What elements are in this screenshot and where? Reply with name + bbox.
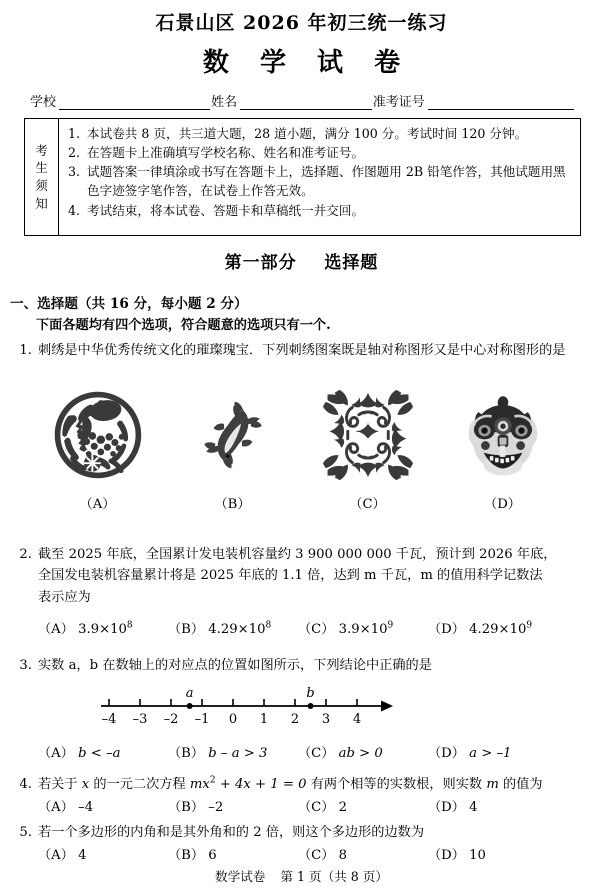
q4-part-before: 若关于 bbox=[38, 777, 82, 792]
embroidery-twin-fish-icon bbox=[189, 388, 277, 482]
notice-title-char-1: 考 bbox=[35, 142, 48, 158]
question-1-option-b-label: （B） bbox=[214, 497, 251, 512]
svg-text:0: 0 bbox=[228, 712, 238, 727]
question-2 bbox=[10, 544, 590, 608]
question-4-option-a-text: –4 bbox=[78, 800, 94, 815]
question-2-number: 2. bbox=[19, 547, 32, 562]
question-3-option-c-tag: （C） bbox=[298, 746, 335, 761]
question-3-number-line-figure bbox=[95, 686, 395, 728]
question-4-stem bbox=[38, 774, 590, 795]
page-title-district: 石景山区 2026 年初三统一练习 bbox=[155, 12, 448, 34]
embroidery-dragon-medallion-icon bbox=[51, 388, 145, 482]
notice-item-number: 4. bbox=[68, 202, 81, 218]
notice-item-text: 本试卷共 8 页，共三道大题，28 道小题，满分 100 分。考试时间 120 分钟。 bbox=[87, 126, 528, 141]
embroidery-floral-square-icon bbox=[322, 389, 414, 481]
question-5-option-c-text: 8 bbox=[338, 848, 348, 863]
question-3-option-c-text: ab > 0 bbox=[338, 746, 383, 761]
student-info-fields bbox=[30, 88, 575, 110]
question-1-option-a-label: （A） bbox=[79, 497, 116, 512]
question-5-option-a[interactable] bbox=[38, 844, 168, 863]
question-4-option-d[interactable] bbox=[428, 796, 558, 815]
question-3-option-c[interactable] bbox=[298, 742, 428, 761]
question-5-option-d-tag: （D） bbox=[428, 848, 465, 863]
question-5-option-d[interactable] bbox=[428, 844, 558, 863]
question-3-option-a[interactable] bbox=[38, 742, 168, 761]
question-4-option-c-text: 2 bbox=[338, 800, 348, 815]
section-note: 下面各题均有四个选项，符合题意的选项只有一个. bbox=[36, 318, 331, 333]
question-2-option-a-exponent: 8 bbox=[126, 620, 133, 631]
question-2-stem-line-2: 全国发电装机容量累计将是 2025 年底的 1.1 倍，达到 m 千瓦，m 的值用科学记数法 bbox=[38, 568, 543, 584]
question-5-option-b-text: 6 bbox=[208, 848, 217, 863]
question-4-option-b-tag: （B） bbox=[168, 800, 205, 815]
notice-item-text: 考试结束，将本试卷、答题卡和草稿纸一并交回。 bbox=[87, 202, 365, 218]
question-4-option-b-text: –2 bbox=[208, 800, 224, 815]
field-label-school: 学校 bbox=[30, 95, 57, 110]
notice-item-number: 3. bbox=[68, 164, 81, 180]
question-1-figure-row bbox=[30, 386, 570, 484]
svg-text:–2: –2 bbox=[163, 712, 179, 727]
q4-equation-rest: + 4x + 1 = 0 bbox=[215, 777, 311, 792]
question-2-option-c-exponent: 9 bbox=[387, 620, 394, 631]
notice-item-text: 在答题卡上准确填写学校名称、姓名和准考证号。 bbox=[87, 145, 365, 161]
question-3-number: 3. bbox=[19, 658, 32, 673]
svg-text:2: 2 bbox=[290, 712, 300, 727]
question-1 bbox=[10, 340, 590, 361]
footer-page-number: 第 1 页（共 8 页） bbox=[280, 869, 388, 884]
q4-variable-m: m bbox=[486, 777, 499, 792]
page-footer bbox=[0, 866, 603, 885]
number-line-point-b bbox=[308, 703, 314, 709]
question-2-option-d[interactable] bbox=[428, 618, 558, 637]
question-2-option-b-tag: （B） bbox=[168, 622, 205, 637]
question-2-option-a-tag: （A） bbox=[38, 622, 74, 637]
field-line-school[interactable] bbox=[59, 94, 210, 110]
embroidery-lion-head-icon bbox=[459, 388, 547, 482]
question-2-option-b[interactable] bbox=[168, 618, 298, 637]
candidate-notice-box bbox=[24, 118, 581, 236]
question-4-option-b[interactable] bbox=[168, 796, 298, 815]
field-label-name: 姓名 bbox=[211, 95, 238, 110]
question-5-number: 5. bbox=[19, 825, 32, 840]
question-5-option-b[interactable] bbox=[168, 844, 298, 863]
question-2-option-d-exponent: 9 bbox=[526, 620, 533, 631]
notice-item bbox=[68, 143, 572, 162]
question-4-option-d-text: 4 bbox=[469, 800, 478, 815]
question-5-option-d-text: 10 bbox=[469, 848, 486, 863]
field-line-name[interactable] bbox=[240, 94, 372, 110]
question-4-options bbox=[38, 796, 558, 815]
question-1-option-b-figure[interactable] bbox=[165, 386, 300, 484]
question-3-option-a-tag: （A） bbox=[38, 746, 74, 761]
question-4-number: 4. bbox=[19, 777, 32, 792]
question-1-option-a-figure[interactable] bbox=[30, 386, 165, 484]
notice-title-char-2: 生 bbox=[35, 160, 48, 176]
number-line-point-a bbox=[187, 703, 193, 709]
q4-equation-exponent: 2 bbox=[209, 775, 216, 786]
question-1-option-c-label: （C） bbox=[349, 497, 386, 512]
question-2-option-d-tag: （D） bbox=[428, 622, 465, 637]
notice-item-number: 2. bbox=[68, 145, 81, 161]
question-1-option-d-figure[interactable] bbox=[435, 386, 570, 484]
field-label-exam-id: 准考证号 bbox=[372, 95, 425, 110]
question-3-option-a-text: b < –a bbox=[78, 746, 121, 761]
page-title-subject: 数 学 试 卷 bbox=[202, 48, 412, 78]
q4-part-mid: 的一元二次方程 bbox=[89, 777, 190, 792]
notice-title-char-4: 知 bbox=[35, 195, 48, 211]
number-line-icon bbox=[95, 686, 395, 728]
svg-text:1: 1 bbox=[259, 712, 269, 727]
question-3-option-d-text: a > –1 bbox=[469, 746, 512, 761]
svg-text:3: 3 bbox=[321, 712, 331, 727]
svg-text:–3: –3 bbox=[132, 712, 148, 727]
question-5-option-c-tag: （C） bbox=[298, 848, 335, 863]
question-2-option-b-text: 4.29×10 bbox=[208, 622, 266, 637]
part-heading-right: 选择题 bbox=[324, 253, 379, 273]
svg-text:b: b bbox=[306, 686, 315, 701]
candidate-notice-title bbox=[25, 119, 59, 235]
q4-part-after: 有两个相等的实数根，则实数 bbox=[310, 777, 487, 792]
question-4-option-d-tag: （D） bbox=[428, 800, 465, 815]
question-2-option-a-text: 3.9×10 bbox=[78, 622, 127, 637]
question-3 bbox=[10, 655, 590, 676]
question-2-option-c-text: 3.9×10 bbox=[338, 622, 388, 637]
svg-text:a: a bbox=[185, 686, 194, 701]
question-2-option-c[interactable] bbox=[298, 618, 428, 637]
question-5-options bbox=[38, 844, 558, 863]
question-3-option-d-tag: （D） bbox=[428, 746, 465, 761]
question-5-option-a-text: 4 bbox=[78, 848, 87, 863]
question-3-option-b-tag: （B） bbox=[168, 746, 205, 761]
question-1-option-labels bbox=[30, 493, 570, 512]
q4-part-tail: 的值为 bbox=[498, 777, 543, 792]
notice-item-text: 试题答案一律填涂或书写在答题卡上，选择题、作图题用 2B 铅笔作答，其他试题用黑色字迹签字笔作答，在试卷上作答无效。 bbox=[87, 164, 566, 199]
question-1-option-d-label: （D） bbox=[484, 497, 521, 512]
question-3-option-b-text: b – a > 3 bbox=[208, 746, 268, 761]
question-5-option-a-tag: （A） bbox=[38, 848, 74, 863]
question-2-option-c-tag: （C） bbox=[298, 622, 335, 637]
question-3-options bbox=[38, 742, 558, 761]
question-5 bbox=[10, 822, 590, 843]
question-1-number: 1. bbox=[19, 343, 32, 358]
question-5-option-b-tag: （B） bbox=[168, 848, 205, 863]
question-2-stem-line-1: 截至 2025 年底，全国累计发电装机容量约 3 900 000 000 千瓦，预计到 2026 年底， bbox=[38, 547, 557, 562]
q4-variable-x: x bbox=[81, 777, 90, 792]
question-3-option-b[interactable] bbox=[168, 742, 298, 761]
question-3-option-d[interactable] bbox=[428, 742, 558, 761]
notice-title-char-3: 须 bbox=[35, 178, 48, 193]
question-4-option-c-tag: （C） bbox=[298, 800, 335, 815]
question-2-option-b-exponent: 8 bbox=[265, 620, 272, 631]
question-4 bbox=[10, 774, 590, 795]
part-heading bbox=[0, 248, 603, 273]
svg-text:–4: –4 bbox=[101, 712, 117, 727]
part-heading-left: 第一部分 bbox=[224, 253, 297, 273]
svg-text:–1: –1 bbox=[194, 712, 210, 727]
question-5-stem: 若一个多边形的内角和是其外角和的 2 倍，则这个多边形的边数为 bbox=[38, 825, 425, 840]
notice-item bbox=[68, 124, 572, 143]
question-2-options bbox=[38, 618, 558, 637]
notice-item bbox=[68, 162, 572, 200]
section-heading: 一、选择题（共 16 分，每小题 2 分） bbox=[10, 296, 248, 312]
question-4-option-a-tag: （A） bbox=[38, 800, 74, 815]
footer-doc-title: 数学试卷 bbox=[214, 869, 266, 884]
q4-equation-mx: mx bbox=[189, 777, 210, 792]
notice-item bbox=[68, 201, 572, 220]
question-1-stem: 刺绣是中华优秀传统文化的璀璨瑰宝．下列刺绣图案既是轴对称图形又是中心对称图形的是 bbox=[38, 343, 566, 358]
svg-text:4: 4 bbox=[352, 712, 362, 727]
candidate-notice-list bbox=[59, 119, 580, 235]
question-2-option-d-text: 4.29×10 bbox=[469, 622, 527, 637]
question-2-option-a[interactable] bbox=[38, 618, 168, 637]
field-line-exam-id[interactable] bbox=[428, 94, 574, 110]
question-1-option-c-figure[interactable] bbox=[300, 386, 435, 484]
question-4-option-a[interactable] bbox=[38, 796, 168, 815]
question-3-stem: 实数 a，b 在数轴上的对应点的位置如图所示，下列结论中正确的是 bbox=[38, 658, 432, 673]
notice-item-number: 1. bbox=[68, 126, 81, 141]
question-4-option-c[interactable] bbox=[298, 796, 428, 815]
question-5-option-c[interactable] bbox=[298, 844, 428, 863]
question-2-stem-line-3: 表示应为 bbox=[38, 589, 91, 605]
